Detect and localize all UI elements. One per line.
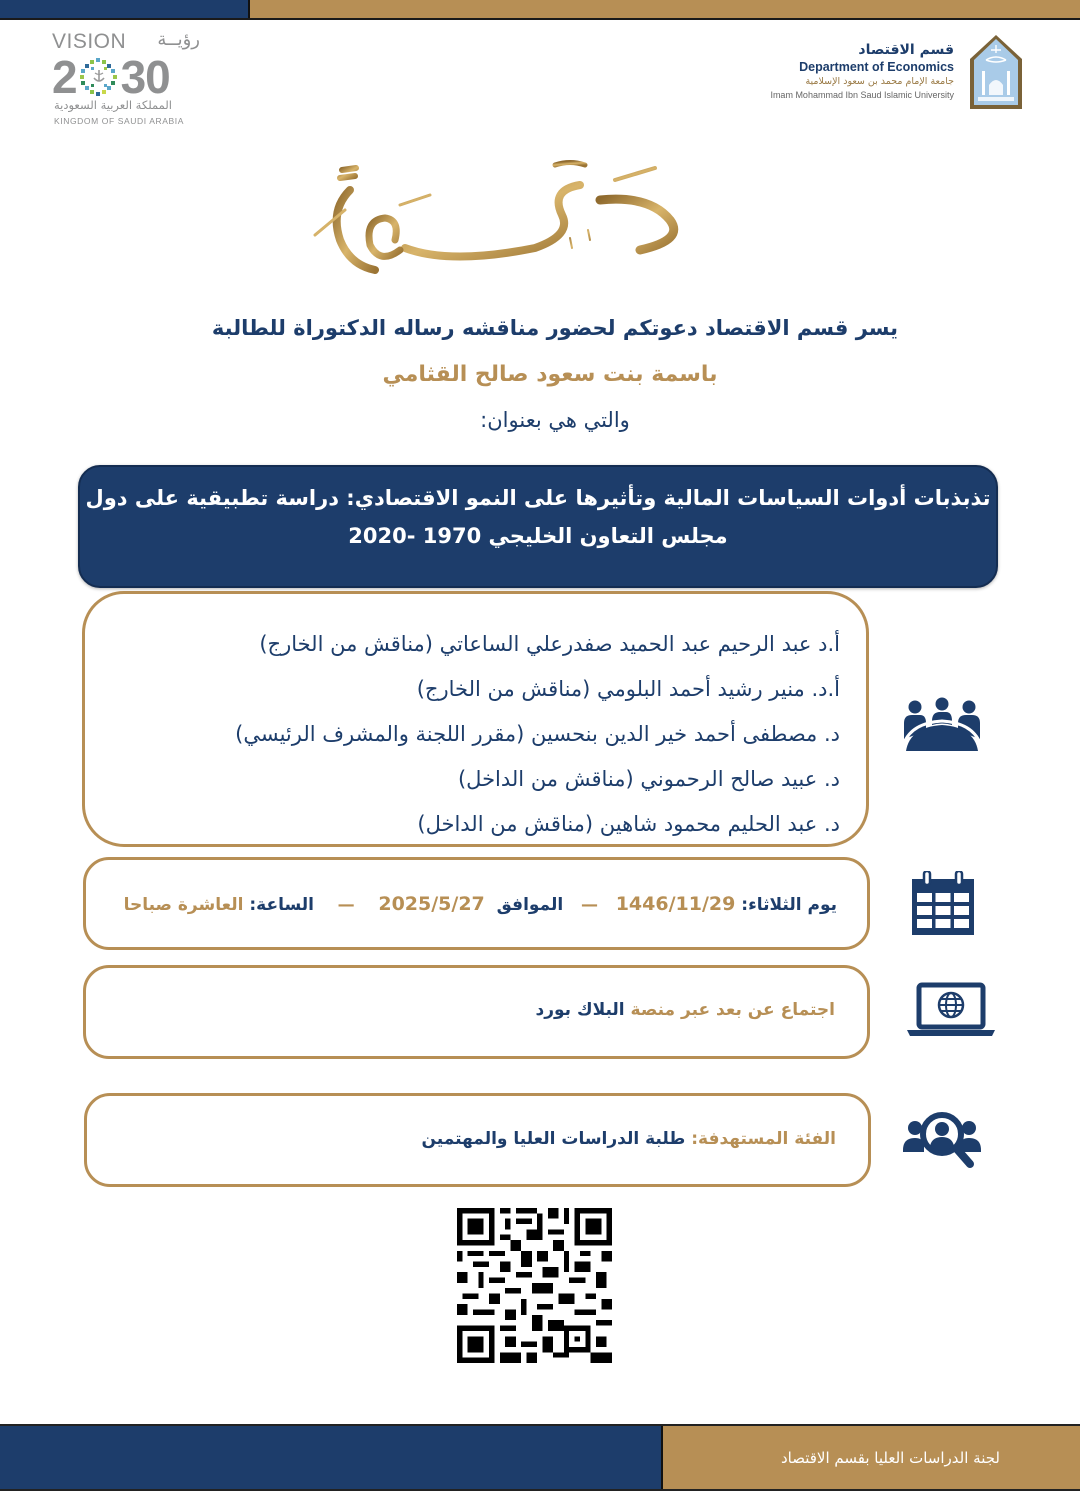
student-name: باسمة بنت سعود صالح القثامي (382, 362, 718, 387)
top-color-bar (0, 0, 1080, 20)
footer-text: لجنة الدراسات العليا بقسم الاقتصاد (780, 1448, 1000, 1467)
thesis-title-line-2: مجلس التعاون الخليجي 1970 -2020 (348, 524, 728, 548)
venue-box (83, 965, 870, 1059)
invitation-calligraphy (300, 140, 720, 300)
department-en: Department of Economics (799, 60, 954, 74)
committee-member: د. مصطفى أحمد خير الدين بنحسين (مقرر اللجنة والمشرف الرئيسي) (235, 722, 840, 746)
schedule-row (124, 893, 837, 915)
separator-dash: — (580, 895, 598, 915)
university-ar: جامعة الإمام محمد بن سعود الإسلامية (805, 76, 954, 87)
university-emblem-icon (968, 33, 1024, 111)
audience-label: الفئة المستهدفة: (691, 1129, 836, 1149)
venue-prefix: اجتماع عن بعد عبر منصة (630, 1000, 835, 1020)
calendar-icon (910, 871, 976, 935)
university-en: Imam Mohammad Ibn Saud Islamic University (770, 90, 954, 100)
top-bar-gold (250, 0, 1080, 18)
committee-box (82, 591, 869, 847)
department-ar: قسم الاقتصاد (858, 42, 954, 58)
audience-value: طلبة الدراسات العليا والمهتمين (421, 1129, 686, 1149)
footer-bar (0, 1424, 1080, 1491)
thesis-title-box (78, 465, 998, 588)
intro-line: يسر قسم الاقتصاد دعوتكم لحضور مناقشه رساله الدكتوراة للطالبة (211, 316, 899, 340)
top-bar-navy (0, 0, 250, 18)
thesis-title-line-1: تذبذبات أدوات السياسات المالية وتأثيرها على النمو الاقتصادي: دراسة تطبيقية على دول (85, 486, 991, 510)
corresponds-label: الموافق (496, 895, 564, 915)
committee-member: أ.د. منير رشيد أحمد البلومي (مناقش من الخارج) (416, 677, 840, 701)
venue-row (536, 1000, 835, 1020)
committee-member: د. عبد الحليم محمود شاهين (مناقش من الداخل) (417, 812, 840, 836)
vision-en-label: VISION (52, 30, 127, 53)
vision-ar-label: رؤيــة (157, 29, 200, 50)
kingdom-en-label: KINGDOM OF SAUDI ARABIA (54, 116, 184, 126)
committee-member: د. عبيد صالح الرحموني (مناقش من الداخل) (457, 767, 840, 791)
time-label: الساعة: (249, 895, 314, 915)
hijri-date: 1446/11/29 (615, 893, 736, 915)
day-label: يوم الثلاثاء: (741, 895, 837, 915)
audience-box (84, 1093, 871, 1187)
footer-gold (663, 1426, 1080, 1489)
vision-year: 2 30 (52, 51, 170, 103)
laptop-globe-icon (906, 982, 996, 1038)
audience-search-icon (902, 1108, 982, 1170)
title-lead: والتي هي بعنوان: (480, 408, 630, 432)
kingdom-ar-label: المملكة العربية السعودية (54, 98, 172, 112)
university-logo (770, 32, 1024, 112)
qr-code[interactable] (457, 1208, 612, 1363)
time-value: العاشرة صباحا (123, 895, 244, 915)
schedule-box (83, 857, 870, 950)
audience-row (422, 1129, 837, 1149)
committee-member: أ.د عبد الرحيم عبد الحميد صفدرعلي الساعاتي (مناقش من الخارج) (259, 632, 840, 656)
vision-2030-logo (52, 30, 202, 130)
meeting-people-icon (902, 697, 982, 753)
gregorian-date: 2025/5/27 (378, 893, 485, 915)
vision-star-emblem-icon (79, 57, 119, 97)
separator-dash: — (337, 895, 355, 915)
footer-navy (0, 1426, 663, 1489)
venue-platform: البلاك بورد (535, 1000, 625, 1020)
